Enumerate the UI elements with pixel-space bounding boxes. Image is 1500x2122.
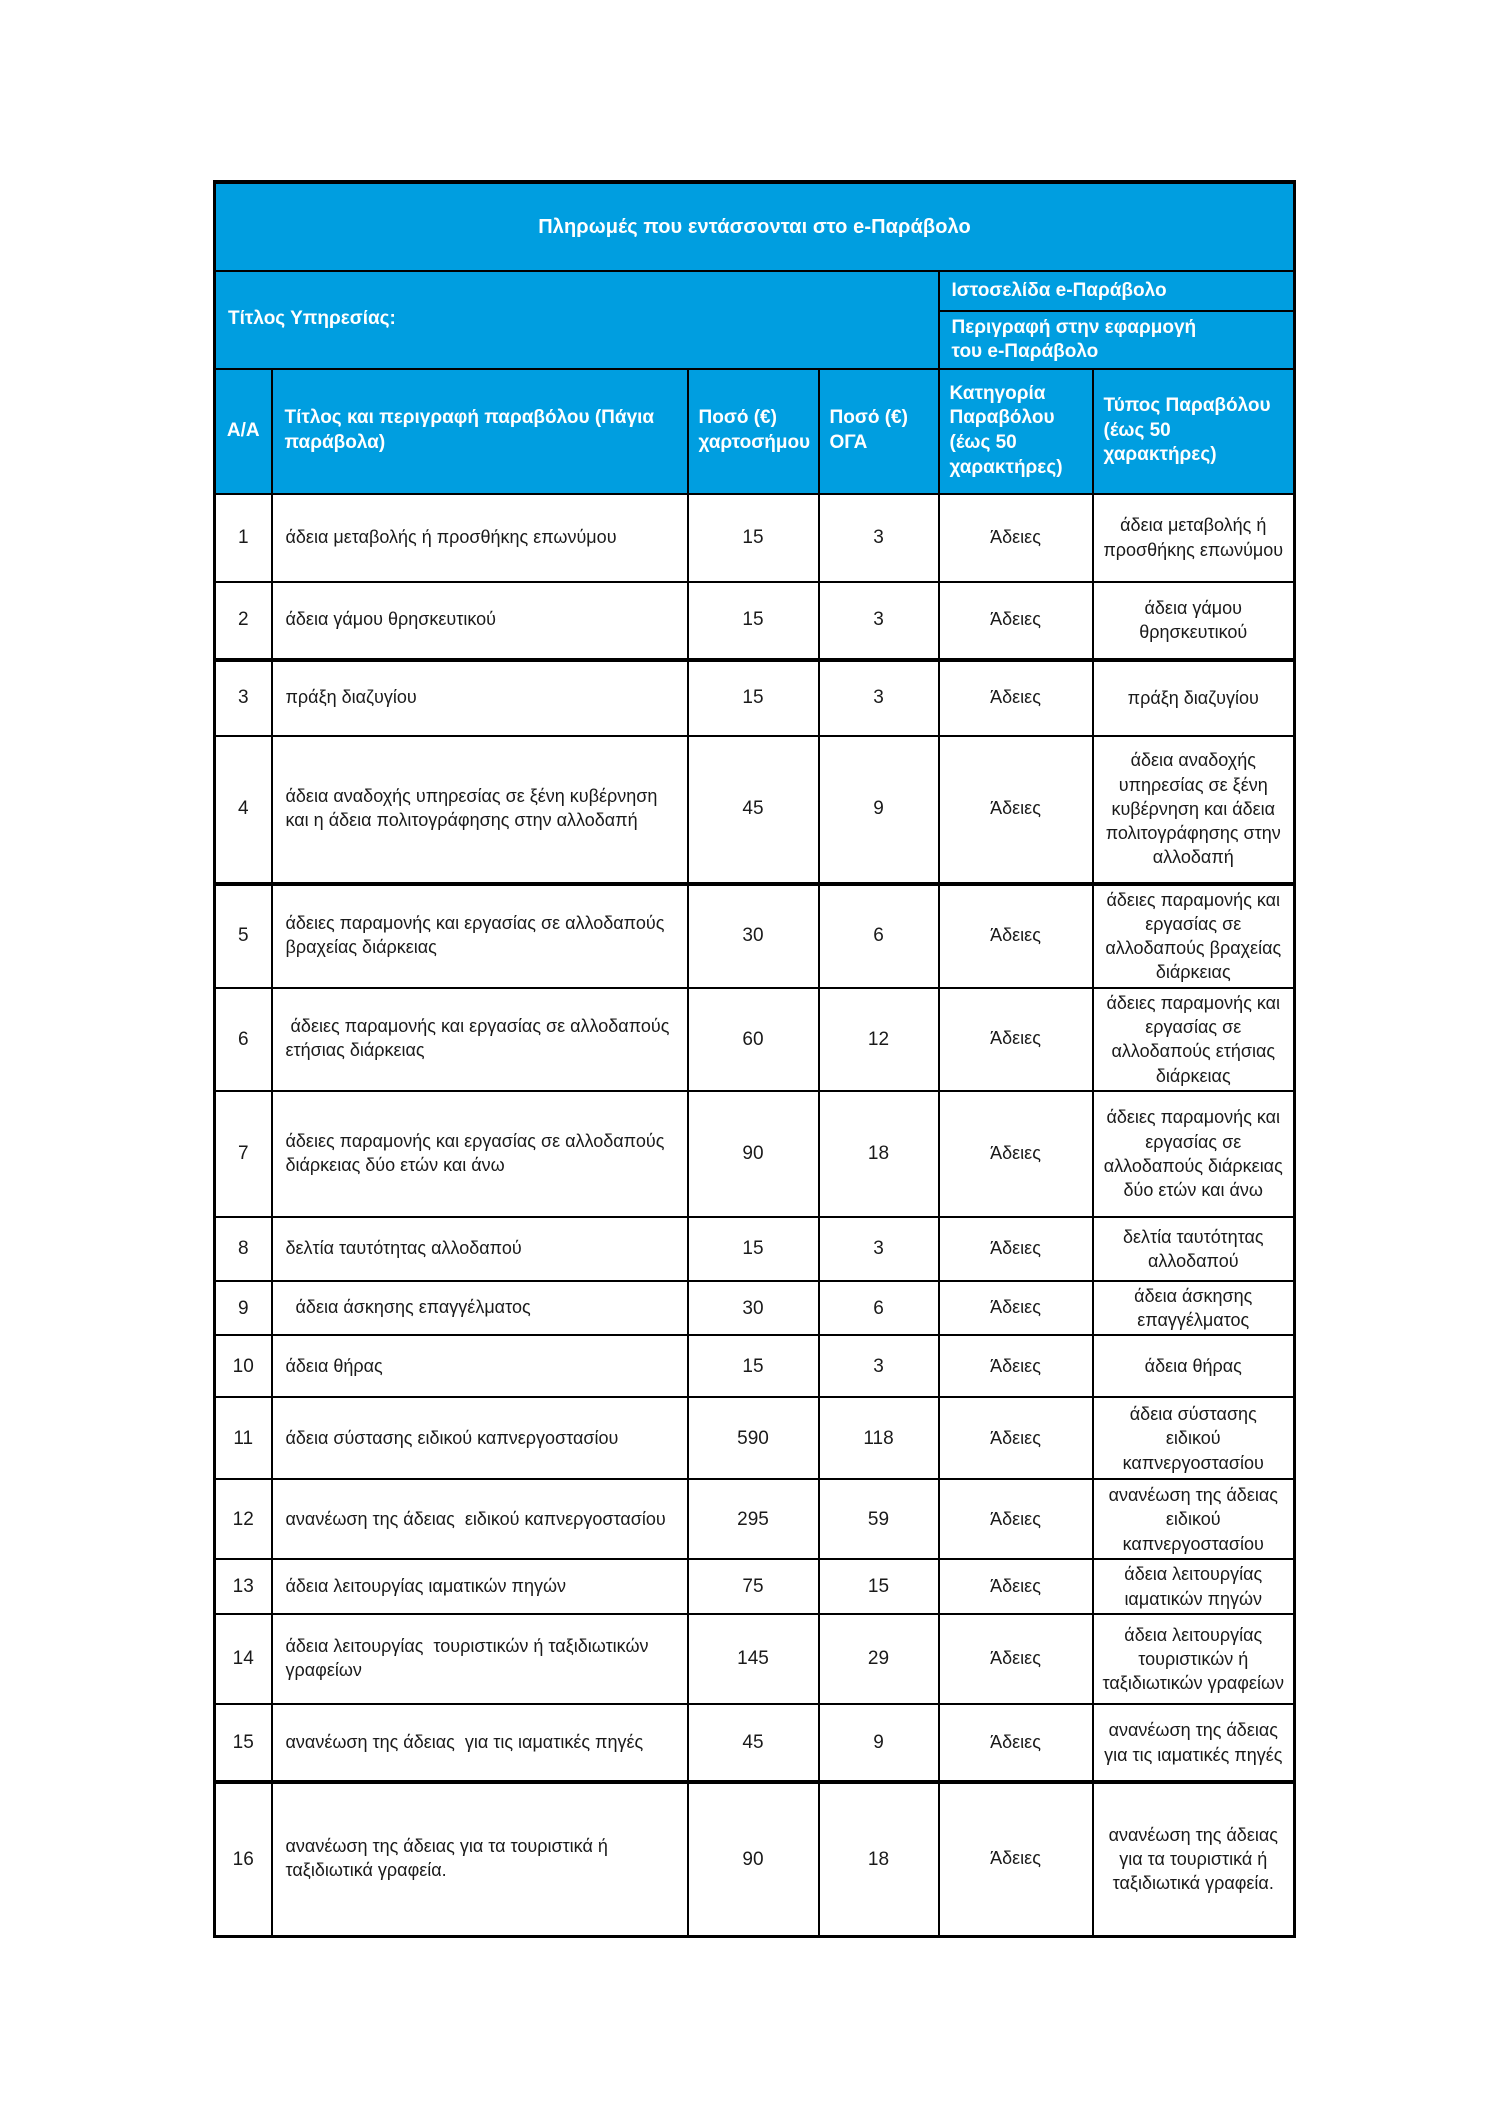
row-category: Άδειες [939,494,1093,582]
column-header-row [215,369,1295,494]
row-stamp-amount: 145 [688,1614,819,1704]
row-category: Άδειες [939,1614,1093,1704]
table-row [215,1397,1295,1479]
row-type: άδεια γάμου θρησκευτικού [1093,582,1295,660]
row-oga-amount: 3 [819,582,939,660]
row-stamp-amount: 590 [688,1397,819,1479]
row-type: άδειες παραμονής και εργασίας σε αλλοδαπούς διάρκειας δύο ετών και άνω [1093,1091,1295,1217]
row-type: πράξη διαζυγίου [1093,660,1295,736]
row-title: ανανέωση της άδειας για τα τουριστικά ή ταξιδιωτικά γραφεία. [272,1782,688,1936]
row-title: άδεια σύστασης ειδικού καπνεργοστασίου [272,1397,688,1479]
row-stamp-amount: 90 [688,1091,819,1217]
app-description-cell [939,311,1295,369]
row-title: άδεια θήρας [272,1335,688,1397]
row-title: άδεια αναδοχής υπηρεσίας σε ξένη κυβέρνηση και η άδεια πολιτογράφησης στην αλλοδαπή [272,736,688,884]
row-stamp-amount: 15 [688,660,819,736]
row-category: Άδειες [939,1782,1093,1936]
row-stamp-amount: 30 [688,1281,819,1336]
row-title: ανανέωση της άδειας για τις ιαματικές πηγές [272,1704,688,1782]
row-type: άδεια άσκησης επαγγέλματος [1093,1281,1295,1336]
row-type: άδειες παραμονής και εργασίας σε αλλοδαπούς ετήσιας διάρκειας [1093,988,1295,1091]
row-type: άδεια αναδοχής υπηρεσίας σε ξένη κυβέρνηση και άδεια πολιτογράφησης στην αλλοδαπή [1093,736,1295,884]
row-stamp-amount: 90 [688,1782,819,1936]
row-number: 16 [215,1782,272,1936]
table-row [215,494,1295,582]
row-oga-amount: 9 [819,1704,939,1782]
column-header-stamp: Ποσό (€) χαρτοσήμου [688,369,819,494]
row-stamp-amount: 15 [688,1217,819,1281]
row-category: Άδειες [939,884,1093,988]
row-category: Άδειες [939,1091,1093,1217]
row-oga-amount: 18 [819,1091,939,1217]
row-oga-amount: 118 [819,1397,939,1479]
row-category: Άδειες [939,1217,1093,1281]
table-row [215,660,1295,736]
website-label: Ιστοσελίδα e-Παράβολο [939,271,1295,311]
row-type: άδειες παραμονής και εργασίας σε αλλοδαπούς βραχείας διάρκειας [1093,884,1295,988]
table-row [215,1281,1295,1336]
row-number: 5 [215,884,272,988]
table-row [215,1704,1295,1782]
table-title: Πληρωμές που εντάσσονται στο e-Παράβολο [215,182,1295,271]
row-type: άδεια μεταβολής ή προσθήκης επωνύμου [1093,494,1295,582]
row-title: άδεια λειτουργίας ιαματικών πηγών [272,1559,688,1614]
service-header-row [215,271,1295,311]
row-stamp-amount: 45 [688,736,819,884]
table-row [215,1335,1295,1397]
row-oga-amount: 3 [819,494,939,582]
row-category: Άδειες [939,1397,1093,1479]
row-stamp-amount: 75 [688,1559,819,1614]
row-type: ανανέωση της άδειας ειδικού καπνεργοστασίου [1093,1479,1295,1559]
column-header-title: Τίτλος και περιγραφή παραβόλου (Πάγια παράβολα) [272,369,688,494]
row-number: 3 [215,660,272,736]
row-category: Άδειες [939,1281,1093,1336]
row-number: 13 [215,1559,272,1614]
row-oga-amount: 15 [819,1559,939,1614]
row-number: 12 [215,1479,272,1559]
row-stamp-amount: 30 [688,884,819,988]
row-category: Άδειες [939,988,1093,1091]
row-title: άδεια άσκησης επαγγέλματος [272,1281,688,1336]
row-oga-amount: 3 [819,1335,939,1397]
row-stamp-amount: 15 [688,494,819,582]
row-category: Άδειες [939,1704,1093,1782]
app-description-label: Περιγραφή στην εφαρμογή του e-Παράβολο [951,317,1197,362]
table-row [215,988,1295,1091]
row-number: 1 [215,494,272,582]
table-row [215,1559,1295,1614]
row-number: 14 [215,1614,272,1704]
row-title: άδεια γάμου θρησκευτικού [272,582,688,660]
row-type: ανανέωση της άδειας για τα τουριστικά ή ταξιδιωτικά γραφεία. [1093,1782,1295,1936]
table-row [215,736,1295,884]
service-title-label: Τίτλος Υπηρεσίας: [215,271,939,369]
table-row [215,1217,1295,1281]
row-title: άδειες παραμονής και εργασίας σε αλλοδαπούς διάρκειας δύο ετών και άνω [272,1091,688,1217]
row-oga-amount: 59 [819,1479,939,1559]
row-type: άδεια λειτουργίας ιαματικών πηγών [1093,1559,1295,1614]
row-type: δελτία ταυτότητας αλλοδαπού [1093,1217,1295,1281]
row-oga-amount: 3 [819,1217,939,1281]
table-title-row [215,182,1295,271]
column-header-aa: Α/Α [215,369,272,494]
column-header-category: Κατηγορία Παραβόλου (έως 50 χαρακτήρες) [939,369,1093,494]
row-number: 10 [215,1335,272,1397]
row-oga-amount: 9 [819,736,939,884]
row-number: 15 [215,1704,272,1782]
table-row [215,1479,1295,1559]
row-category: Άδειες [939,1335,1093,1397]
row-title: δελτία ταυτότητας αλλοδαπού [272,1217,688,1281]
column-header-type: Τύπος Παραβόλου (έως 50 χαρακτήρες) [1093,369,1295,494]
row-title: άδεια μεταβολής ή προσθήκης επωνύμου [272,494,688,582]
row-title: άδεια λειτουργίας τουριστικών ή ταξιδιωτικών γραφείων [272,1614,688,1704]
table-row [215,1091,1295,1217]
row-stamp-amount: 15 [688,582,819,660]
row-number: 7 [215,1091,272,1217]
row-number: 11 [215,1397,272,1479]
row-oga-amount: 6 [819,1281,939,1336]
row-title: άδειες παραμονής και εργασίας σε αλλοδαπούς βραχείας διάρκειας [272,884,688,988]
row-title: άδειες παραμονής και εργασίας σε αλλοδαπούς ετήσιας διάρκειας [272,988,688,1091]
row-stamp-amount: 15 [688,1335,819,1397]
row-number: 6 [215,988,272,1091]
row-category: Άδειες [939,582,1093,660]
row-type: ανανέωση της άδειας για τις ιαματικές πηγές [1093,1704,1295,1782]
row-number: 2 [215,582,272,660]
row-title: πράξη διαζυγίου [272,660,688,736]
row-number: 4 [215,736,272,884]
row-oga-amount: 6 [819,884,939,988]
row-type: άδεια σύστασης ειδικού καπνεργοστασίου [1093,1397,1295,1479]
table-row [215,1782,1295,1936]
eparavolo-payments-table [213,180,1296,1938]
row-category: Άδειες [939,1479,1093,1559]
table-row [215,884,1295,988]
row-stamp-amount: 45 [688,1704,819,1782]
table-row [215,582,1295,660]
row-number: 8 [215,1217,272,1281]
row-oga-amount: 12 [819,988,939,1091]
row-oga-amount: 29 [819,1614,939,1704]
row-stamp-amount: 60 [688,988,819,1091]
row-category: Άδειες [939,660,1093,736]
row-category: Άδειες [939,736,1093,884]
row-oga-amount: 18 [819,1782,939,1936]
row-number: 9 [215,1281,272,1336]
row-title: ανανέωση της άδειας ειδικού καπνεργοστασίου [272,1479,688,1559]
row-oga-amount: 3 [819,660,939,736]
table-row [215,1614,1295,1704]
row-category: Άδειες [939,1559,1093,1614]
row-stamp-amount: 295 [688,1479,819,1559]
row-type: άδεια λειτουργίας τουριστικών ή ταξιδιωτικών γραφείων [1093,1614,1295,1704]
row-type: άδεια θήρας [1093,1335,1295,1397]
column-header-oga: Ποσό (€) ΟΓΑ [819,369,939,494]
